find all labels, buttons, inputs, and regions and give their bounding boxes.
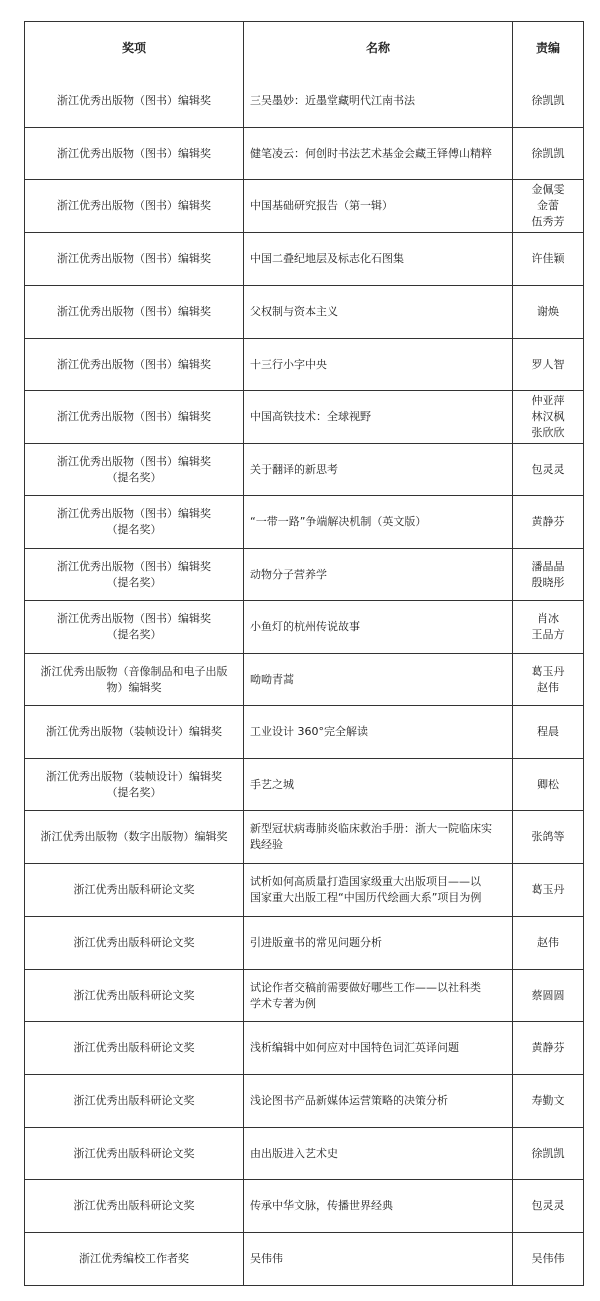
header-title: 名称	[243, 22, 512, 74]
editor-cell-line: 金蕾	[537, 199, 559, 212]
table-row	[25, 74, 583, 127]
award-cell-line: 物）编辑奖	[106, 680, 162, 694]
award-cell	[25, 970, 243, 1021]
award-cell-line: 浙江优秀出版物（图书）编辑奖	[57, 559, 211, 573]
title-cell	[243, 233, 512, 285]
award-cell-line: 浙江优秀出版物（装帧设计）编辑奖	[46, 769, 222, 783]
editor-cell	[512, 391, 583, 443]
editor-cell-line: 葛玉丹	[531, 664, 565, 678]
title-cell	[243, 601, 512, 653]
title-cell-line: 试析如何高质量打造国家级重大出版项目——以	[250, 875, 481, 888]
title-cell	[243, 74, 512, 127]
editor-cell-line: 张欣欣	[531, 426, 565, 439]
title-cell	[243, 1233, 512, 1285]
title-cell-line: 十三行小字中央	[250, 357, 327, 371]
title-cell-line: 践经验	[250, 838, 283, 851]
award-cell	[25, 706, 243, 758]
table-row	[25, 1074, 583, 1127]
title-cell-line: 试论作者交稿前需要做好哪些工作——以社科类	[250, 980, 481, 994]
award-cell	[25, 864, 243, 916]
table-row	[25, 232, 583, 285]
editor-cell-line: 包灵灵	[531, 462, 565, 476]
award-cell-line: 浙江优秀出版科研论文奖	[73, 1094, 195, 1107]
title-cell	[243, 1075, 512, 1127]
award-cell-line: 浙江优秀出版科研论文奖	[73, 1146, 195, 1160]
title-cell-line: 健笔凌云：何创时书法艺术基金会藏王铎傅山精粹	[250, 146, 492, 160]
award-cell-line: 浙江优秀出版科研论文奖	[73, 988, 195, 1002]
award-cell-line: 浙江优秀出版物（图书）编辑奖	[57, 93, 211, 107]
table-row	[25, 127, 583, 179]
award-cell	[25, 233, 243, 285]
editor-cell	[512, 1233, 583, 1285]
editor-cell-line: 伍秀芳	[531, 215, 565, 228]
table-body	[25, 74, 583, 1285]
editor-cell-line: 寿勤文	[531, 1094, 565, 1107]
table-row	[25, 969, 583, 1021]
title-cell-line: 动物分子营养学	[250, 567, 327, 581]
editor-cell	[512, 496, 583, 548]
title-cell	[243, 917, 512, 969]
award-cell-line: （提名奖）	[106, 628, 162, 641]
award-cell-line: 浙江优秀出版物（音像制品和电子出版	[40, 664, 228, 678]
title-cell-line: 小鱼灯的杭州传说故事	[250, 620, 360, 633]
title-cell-line: 浅析编辑中如何应对中国特色词汇英译问题	[250, 1041, 459, 1054]
title-cell-line: 学术专著为例	[250, 996, 316, 1010]
table-row	[25, 1232, 583, 1285]
award-cell-line: 浙江优秀出版物（图书）编辑奖	[57, 454, 211, 468]
title-cell-line: 三吴墨妙：近墨堂藏明代江南书法	[250, 93, 415, 107]
table-row	[25, 338, 583, 390]
editor-cell	[512, 74, 583, 127]
table-row	[25, 758, 583, 810]
title-cell-line: 中国基础研究报告（第一辑）	[250, 199, 393, 212]
title-cell	[243, 864, 512, 916]
editor-cell	[512, 549, 583, 600]
editor-cell-line: 潘晶晶	[531, 559, 565, 573]
editor-cell-line: 徐凯凯	[531, 1146, 565, 1160]
title-cell	[243, 654, 512, 705]
editor-cell	[512, 128, 583, 179]
title-cell	[243, 128, 512, 179]
editor-cell	[512, 1022, 583, 1074]
table-row	[25, 1021, 583, 1074]
editor-cell-line: 仲亚萍	[531, 394, 565, 407]
award-cell-line: 浙江优秀出版物（图书）编辑奖	[57, 146, 211, 160]
title-cell-line: 工业设计 360°完全解读	[250, 725, 368, 738]
award-cell-line: 浙江优秀出版物（图书）编辑奖	[57, 612, 211, 625]
title-cell	[243, 391, 512, 443]
editor-cell-line: 罗人智	[531, 357, 565, 371]
table-row	[25, 1179, 583, 1232]
award-cell	[25, 1180, 243, 1232]
award-cell-line: （提名奖）	[106, 785, 162, 799]
editor-cell-line: 吴伟伟	[531, 1252, 565, 1265]
awards-table	[24, 21, 584, 1286]
award-cell	[25, 917, 243, 969]
editor-cell-line: 谢焕	[537, 305, 559, 318]
title-cell-line: “一带一路”争端解决机制（英文版）	[250, 515, 427, 528]
editor-cell-line: 徐凯凯	[531, 93, 565, 107]
editor-cell-line: 蔡圆圆	[531, 988, 565, 1002]
editor-cell	[512, 864, 583, 916]
award-cell-line: 浙江优秀出版物（图书）编辑奖	[57, 410, 211, 423]
award-cell-line: 浙江优秀出版物（图书）编辑奖	[57, 305, 211, 318]
table-row	[25, 548, 583, 600]
editor-cell	[512, 233, 583, 285]
editor-cell	[512, 917, 583, 969]
editor-cell-line: 黄静芬	[531, 515, 565, 528]
award-cell-line: 浙江优秀编校工作者奖	[79, 1252, 189, 1265]
editor-cell	[512, 1180, 583, 1232]
title-cell	[243, 1180, 512, 1232]
editor-cell-line: 赵伟	[537, 936, 559, 949]
award-cell	[25, 1128, 243, 1179]
title-cell	[243, 706, 512, 758]
award-cell-line: 浙江优秀出版物（装帧设计）编辑奖	[46, 725, 222, 738]
table-row	[25, 179, 583, 232]
award-cell-line: 浙江优秀出版科研论文奖	[73, 1199, 195, 1212]
title-cell-line: 呦呦青蒿	[250, 672, 294, 686]
editor-cell	[512, 811, 583, 863]
award-cell-line: （提名奖）	[106, 523, 162, 536]
award-cell	[25, 444, 243, 495]
editor-cell	[512, 601, 583, 653]
award-cell-line: 浙江优秀出版物（图书）编辑奖	[57, 199, 211, 212]
editor-cell-line: 张鸽等	[531, 830, 565, 843]
award-cell	[25, 391, 243, 443]
editor-cell-line: 徐凯凯	[531, 146, 565, 160]
award-cell	[25, 496, 243, 548]
editor-cell-line: 王品方	[531, 628, 565, 641]
title-cell-line: 关于翻译的新思考	[250, 462, 338, 476]
editor-cell-line: 卿松	[537, 777, 559, 791]
table-row	[25, 810, 583, 863]
award-cell	[25, 759, 243, 810]
award-cell-line: 浙江优秀出版物（图书）编辑奖	[57, 357, 211, 371]
editor-cell	[512, 1075, 583, 1127]
editor-cell-line: 黄静芬	[531, 1041, 565, 1054]
editor-cell	[512, 1128, 583, 1179]
award-cell	[25, 1075, 243, 1127]
editor-cell	[512, 180, 583, 232]
award-cell-line: 浙江优秀出版物（图书）编辑奖	[57, 252, 211, 265]
editor-cell	[512, 444, 583, 495]
table-row	[25, 443, 583, 495]
award-cell	[25, 654, 243, 705]
header-award: 奖项	[121, 41, 146, 55]
title-cell-line: 手艺之城	[250, 777, 294, 791]
editor-cell-line: 金佩雯	[531, 183, 565, 196]
table-row	[25, 916, 583, 969]
award-cell	[25, 128, 243, 179]
title-cell	[243, 286, 512, 338]
editor-cell-line: 林汉枫	[531, 410, 565, 423]
title-cell	[243, 759, 512, 810]
title-cell	[243, 970, 512, 1021]
editor-cell	[512, 286, 583, 338]
award-cell-line: 浙江优秀出版科研论文奖	[73, 883, 195, 896]
editor-cell-line: 包灵灵	[531, 1199, 565, 1212]
title-cell-line: 中国高铁技术：全球视野	[250, 410, 371, 423]
title-cell-line: 浅论图书产品新媒体运营策略的决策分析	[250, 1094, 448, 1107]
table-header	[25, 22, 583, 74]
editor-cell-line: 程晨	[537, 725, 559, 738]
award-cell-line: （提名奖）	[106, 470, 162, 484]
table-row	[25, 285, 583, 338]
title-cell-line: 吴伟伟	[250, 1252, 283, 1265]
award-cell-line: （提名奖）	[106, 575, 162, 589]
award-cell	[25, 74, 243, 127]
title-cell-line: 由出版进入艺术史	[250, 1146, 338, 1160]
award-cell	[25, 1022, 243, 1074]
award-cell	[25, 286, 243, 338]
editor-cell-line: 赵伟	[537, 680, 559, 694]
title-cell-line: 中国二叠纪地层及标志化石图集	[250, 252, 404, 265]
title-cell	[243, 1128, 512, 1179]
editor-cell-line: 葛玉丹	[531, 883, 565, 896]
table-row	[25, 600, 583, 653]
table-row	[25, 495, 583, 548]
title-cell-line: 新型冠状病毒肺炎临床救治手册：浙大一院临床实	[250, 822, 492, 835]
award-cell	[25, 1233, 243, 1285]
award-cell-line: 浙江优秀出版科研论文奖	[73, 1041, 195, 1054]
award-cell	[25, 811, 243, 863]
award-cell-line: 浙江优秀出版物（数字出版物）编辑奖	[40, 830, 228, 843]
title-cell	[243, 339, 512, 390]
title-cell	[243, 180, 512, 232]
table-row	[25, 863, 583, 916]
award-cell	[25, 549, 243, 600]
editor-cell	[512, 706, 583, 758]
title-cell	[243, 1022, 512, 1074]
award-cell	[25, 339, 243, 390]
editor-cell	[512, 339, 583, 390]
award-cell	[25, 180, 243, 232]
title-cell	[243, 444, 512, 495]
title-cell-line: 传承中华文脉，传播世界经典	[250, 1199, 393, 1212]
award-cell	[25, 601, 243, 653]
table-row	[25, 1127, 583, 1179]
title-cell	[243, 811, 512, 863]
award-cell-line: 浙江优秀出版科研论文奖	[73, 936, 195, 949]
header-editor: 责编	[512, 22, 583, 74]
title-cell-line: 国家重大出版工程“中国历代绘画大系”项目为例	[250, 891, 482, 904]
editor-cell	[512, 759, 583, 810]
editor-cell-line: 肖冰	[537, 612, 559, 625]
editor-cell	[512, 970, 583, 1021]
award-cell-line: 浙江优秀出版物（图书）编辑奖	[57, 507, 211, 520]
table-row	[25, 390, 583, 443]
title-cell-line: 引进版童书的常见问题分析	[250, 936, 382, 949]
table-row	[25, 705, 583, 758]
editor-cell-line: 殷晓彤	[531, 575, 565, 589]
table-row	[25, 653, 583, 705]
title-cell	[243, 549, 512, 600]
editor-cell	[512, 654, 583, 705]
editor-cell-line: 许佳颖	[531, 252, 565, 265]
title-cell	[243, 496, 512, 548]
title-cell-line: 父权制与资本主义	[250, 305, 338, 318]
